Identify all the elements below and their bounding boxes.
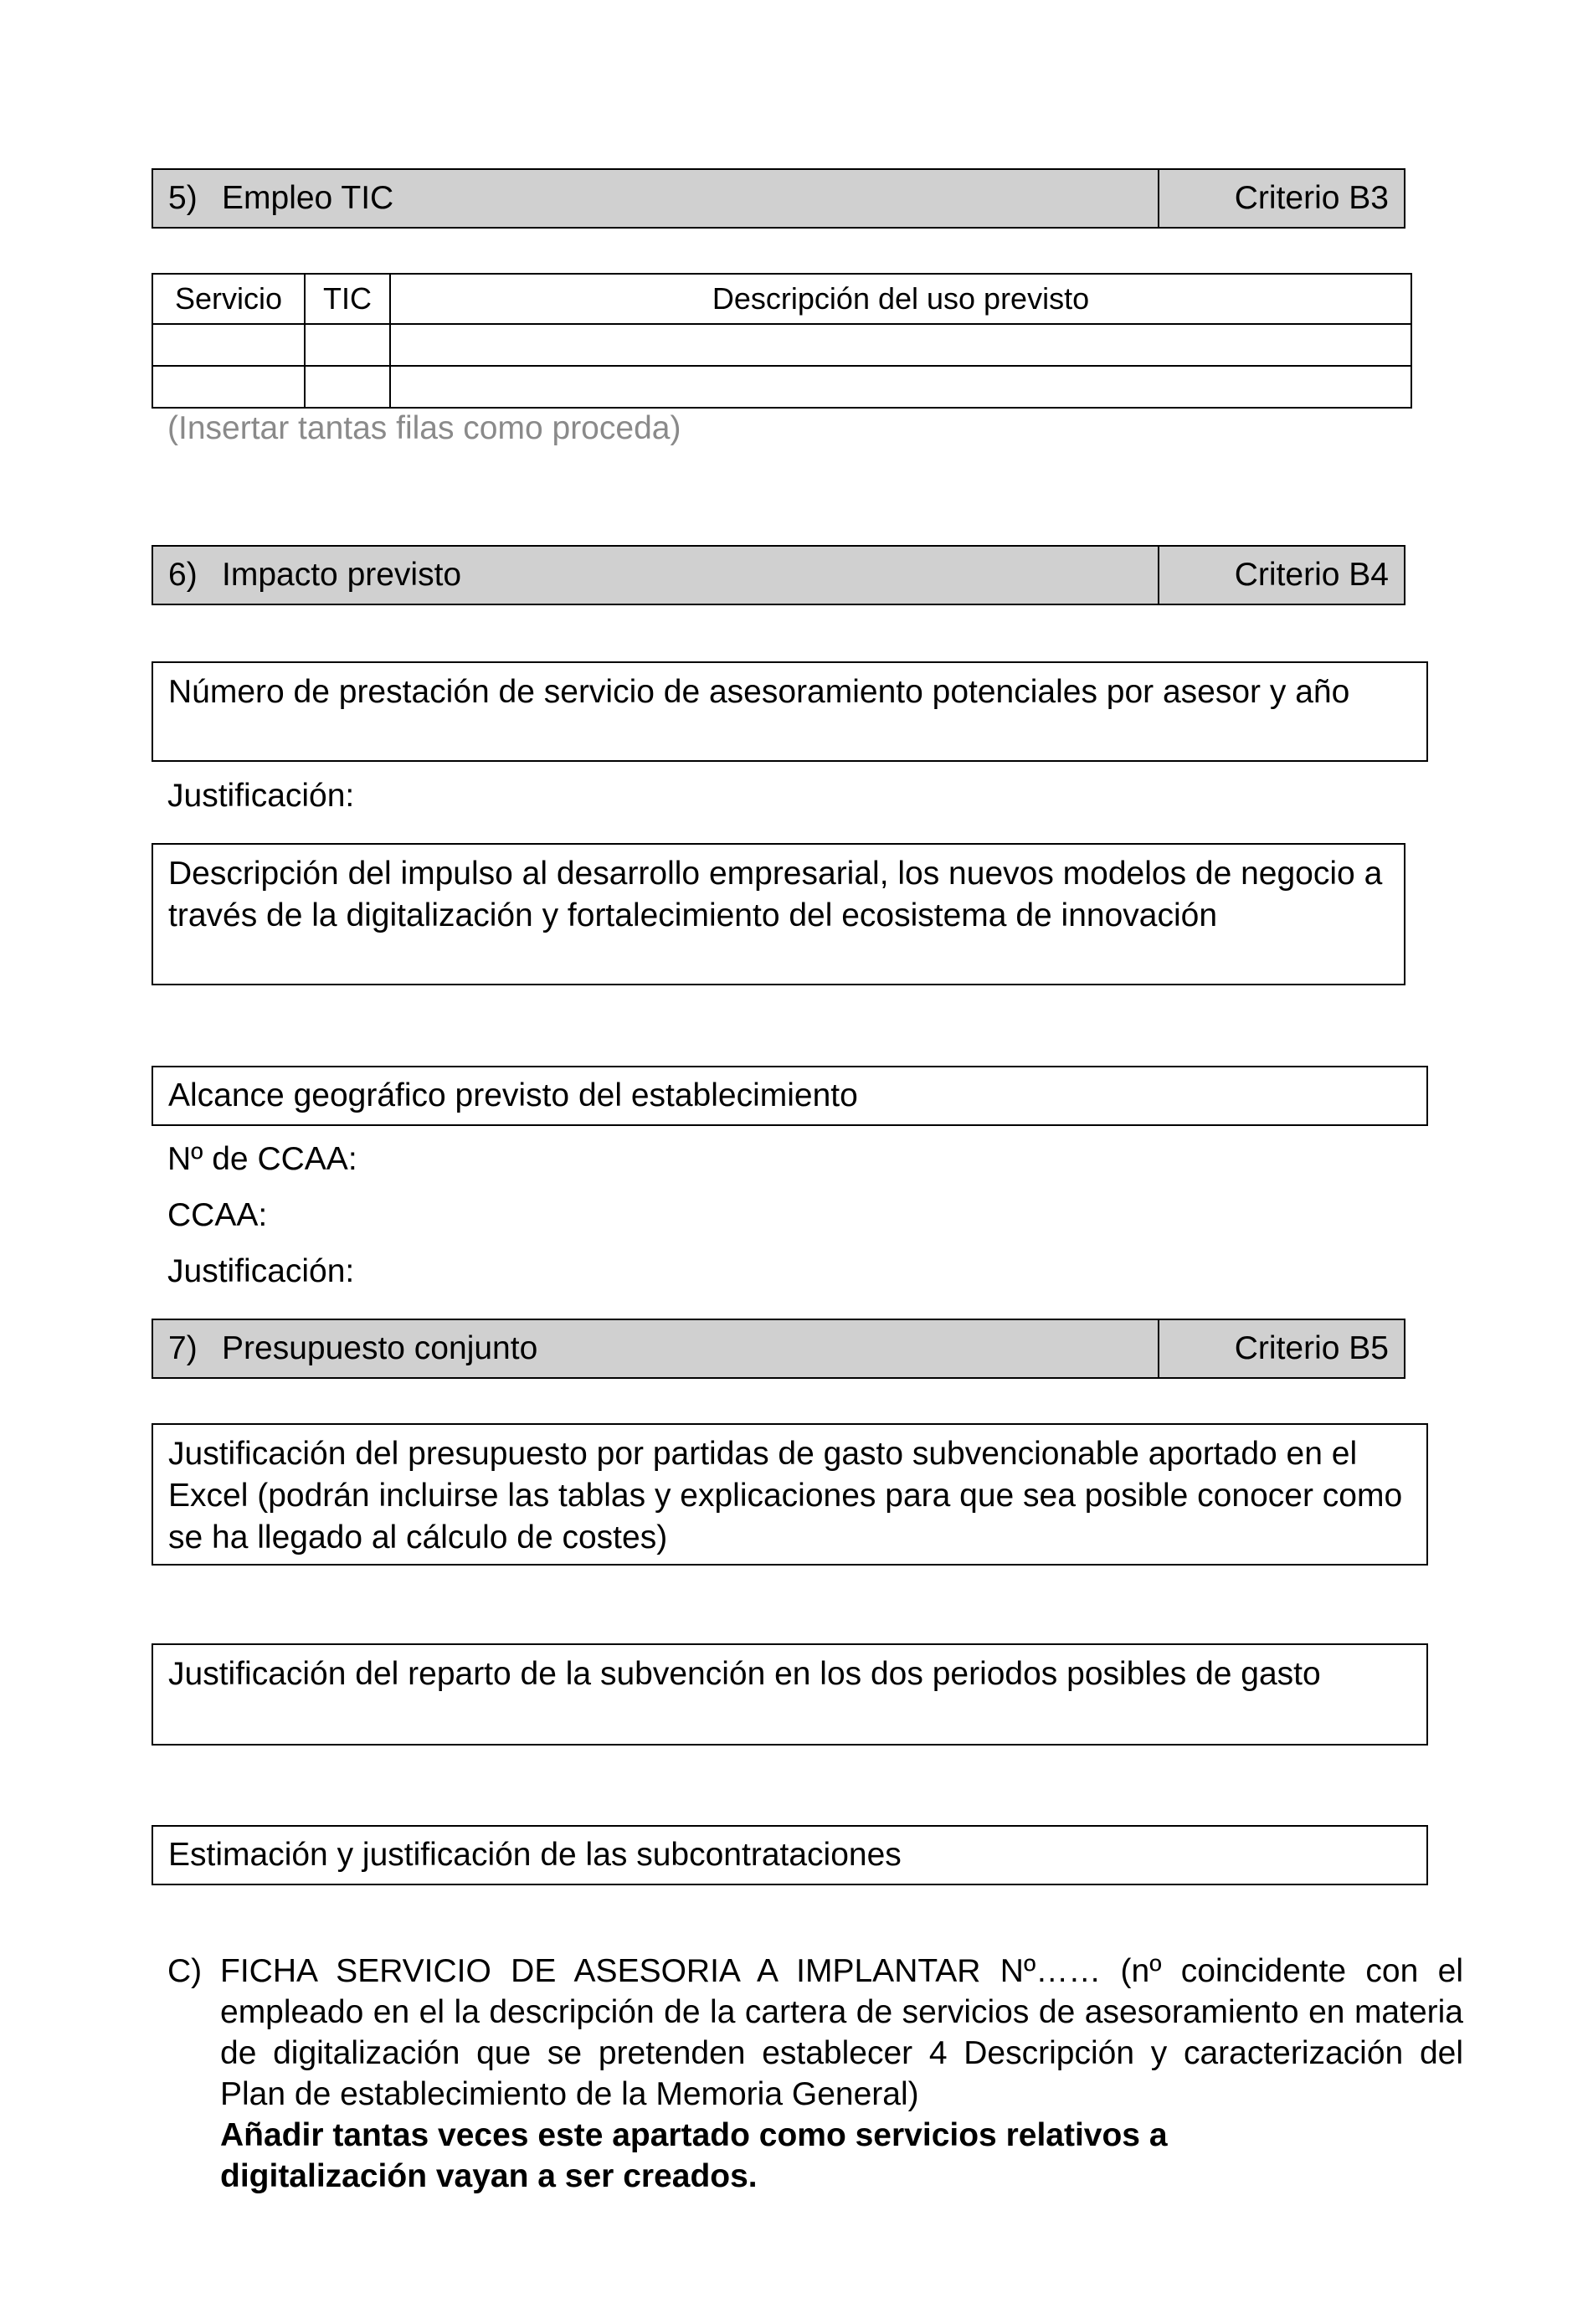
section-6-title	[153, 547, 1159, 604]
section-c-text: FICHA SERVICIO DE ASESORIA A IMPLANTAR Nº…… (nº coincidente con el empleado en el la descripción de la cartera de servicios de asesoramiento en materia de digitalización que se pretenden establecer 4 Descripción y caracterización del Plan de establecimiento de la Memoria General)	[220, 1953, 1463, 2112]
section-7-title-text: Presupuesto conjunto	[222, 1330, 538, 1366]
section-5-criterion: Criterio B3	[1234, 180, 1389, 216]
section-c-bold-text: Añadir tantas veces este apartado como servicios relativos a digitalización vayan a ser creados.	[220, 2117, 1168, 2194]
tic-cell-servicio[interactable]	[152, 366, 305, 408]
geographic-scope-box: Alcance geográfico previsto del establecimiento	[152, 1066, 1428, 1126]
section-6-title-text: Impacto previsto	[222, 557, 462, 593]
tic-table-row	[152, 324, 1411, 366]
tic-table-header-row	[152, 274, 1411, 324]
subsidy-distribution-box: Justificación del reparto de la subvención en los dos periodos posibles de gasto	[152, 1643, 1428, 1746]
section-5-number: 5)	[168, 180, 198, 216]
tic-table	[152, 273, 1412, 409]
section-6-criterion: Criterio B4	[1234, 557, 1389, 593]
ccaa-count-label: Nº de CCAA:	[167, 1141, 357, 1177]
tic-cell-descripcion[interactable]	[390, 324, 1411, 366]
justification-label-1: Justificación:	[167, 778, 355, 814]
tic-header-tic: TIC	[305, 274, 390, 324]
section-5-title-text: Empleo TIC	[222, 180, 394, 216]
ccaa-label: CCAA:	[167, 1197, 268, 1233]
section-7-header	[152, 1319, 1405, 1379]
business-impulse-box: Descripción del impulso al desarrollo empresarial, los nuevos modelos de negocio a través de la digitalización y fortalecimiento del ecosistema de innovación	[152, 843, 1405, 985]
tic-cell-descripcion[interactable]	[390, 366, 1411, 408]
section-c-label: C)	[167, 1953, 203, 1989]
section-5-title	[153, 170, 1159, 227]
section-c	[167, 1951, 1463, 2197]
section-6-number: 6)	[168, 557, 198, 593]
potential-services-box: Número de prestación de servicio de asesoramiento potenciales por asesor y año	[152, 661, 1428, 762]
tic-cell-servicio[interactable]	[152, 324, 305, 366]
tic-cell-tic[interactable]	[305, 324, 390, 366]
section-7-title	[153, 1320, 1159, 1377]
section-7-number: 7)	[168, 1330, 198, 1366]
tic-header-descripcion: Descripción del uso previsto	[390, 274, 1411, 324]
tic-table-hint: (Insertar tantas filas como proceda)	[167, 410, 681, 446]
tic-cell-tic[interactable]	[305, 366, 390, 408]
tic-table-row	[152, 366, 1411, 408]
budget-justification-box: Justificación del presupuesto por partidas de gasto subvencionable aportado en el Excel (podrán incluirse las tablas y explicaciones para que sea posible conocer como se ha llegado al cálculo de costes)	[152, 1423, 1428, 1566]
subcontracting-box: Estimación y justificación de las subcontrataciones	[152, 1825, 1428, 1885]
justification-label-2: Justificación:	[167, 1253, 355, 1289]
section-6-header	[152, 545, 1405, 605]
tic-header-servicio: Servicio	[152, 274, 305, 324]
section-7-criterion: Criterio B5	[1234, 1330, 1389, 1366]
section-5-header	[152, 168, 1405, 229]
